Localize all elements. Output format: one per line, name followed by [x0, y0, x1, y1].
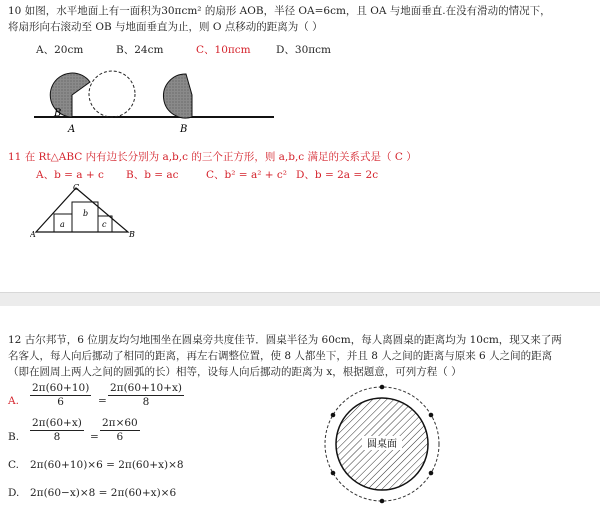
- q12-option-b-left-fraction: [30, 417, 84, 444]
- q12-text-line3: （即在圆周上两人之间的圆弧的长）相等，设每人向后挪动的距离为 x，根据题意，可列方程（ ）: [8, 366, 462, 378]
- seat-dot: [380, 385, 385, 390]
- q11-option-b: B、b = ac: [126, 169, 179, 181]
- label-side-b: b: [83, 209, 89, 218]
- label-vertex-a: A: [30, 230, 36, 238]
- label-side-c: c: [102, 220, 107, 229]
- q11-option-c: C、b² = a² + c²: [206, 169, 287, 181]
- table-label: 圆桌面: [367, 439, 397, 450]
- fraction-numerator: 2π×60: [102, 417, 138, 429]
- q12-option-a-left-fraction: [30, 382, 91, 409]
- label-vertex-c: C: [73, 183, 80, 192]
- q11-text: 11 在 Rt△ABC 内有边长分别为 a,b,c 的三个正方形，则 a,b,c 满足的关系式是（ C ）: [8, 151, 417, 163]
- q12-round-table-figure: [312, 382, 452, 506]
- q11-option-a: A、b = a + c: [36, 169, 104, 181]
- q11-option-d: D、b = 2a = 2c: [296, 169, 379, 181]
- q10-option-c: C、10πcm: [196, 44, 251, 56]
- q12-text-line2: 名客人，每人向后挪动了相同的距离，再左右调整位置，使 8 人都坐下，并且 8 人之间的距离与原来 6 人之间的距离: [8, 350, 553, 362]
- q12-text-line1: 12 古尔邦节，6 位朋友均匀地围坐在圆桌旁共度佳节．圆桌半径为 60cm，每人离圆桌的距离均为 10cm，现又来了两: [8, 334, 562, 346]
- q12-option-a-eq: =: [98, 395, 107, 407]
- fraction-numerator: 2π(60+x): [32, 417, 82, 429]
- q10-sector-rolling-figure: [34, 62, 274, 140]
- q10-option-b: B、24cm: [116, 44, 164, 56]
- fraction-denominator: 8: [142, 396, 150, 408]
- rolling-path-circle: [89, 71, 135, 117]
- label-a1: A: [68, 124, 76, 135]
- q10-option-a: A、20cm: [36, 44, 84, 56]
- document-page-bottom: [0, 306, 600, 505]
- seat-dot: [331, 471, 336, 476]
- q12-option-b-right-fraction: [100, 417, 140, 444]
- q12-option-b-label: B.: [8, 431, 20, 443]
- q10-option-d: D、30πcm: [276, 44, 332, 56]
- fraction-numerator: 2π(60+10+x): [110, 382, 183, 394]
- label-side-a: a: [60, 220, 65, 229]
- q11-triangle-squares-figure: [30, 182, 140, 238]
- label-b1: B: [54, 108, 62, 119]
- fraction-denominator: 6: [116, 431, 124, 443]
- seat-dot: [331, 413, 336, 418]
- label-b2: B: [180, 124, 188, 135]
- q12-option-a-label: A.: [8, 395, 19, 407]
- q10-text-line1: 10 如图，水平地面上有一面积为30πcm² 的扇形 AOB，半径 OA=6cm，且 OA 与地面垂直.在没有滑动的情况下，: [8, 5, 551, 17]
- q12-option-c-text: 2π(60+10)×6 = 2π(60+x)×8: [30, 459, 184, 471]
- q12-option-c-label: C.: [8, 459, 19, 471]
- sector-end-position: [163, 74, 192, 118]
- q12-option-b-eq: =: [90, 431, 99, 443]
- seat-dot: [429, 413, 434, 418]
- fraction-numerator: 2π(60+10): [32, 382, 90, 394]
- q10-text-line2: 将扇形向右滚动至 OB 与地面垂直为止，则 O 点移动的距离为（ ）: [8, 21, 323, 33]
- seat-dot: [429, 471, 434, 476]
- q12-option-a-right-fraction: [108, 382, 184, 409]
- q12-option-d-text: 2π(60−x)×8 = 2π(60+x)×6: [30, 487, 177, 499]
- triangle-abc: [36, 188, 128, 232]
- fraction-denominator: 6: [57, 396, 64, 408]
- fraction-denominator: 8: [53, 431, 61, 443]
- q12-option-d-label: D.: [8, 487, 20, 499]
- label-vertex-b: B: [129, 230, 135, 238]
- seat-dot: [380, 499, 385, 504]
